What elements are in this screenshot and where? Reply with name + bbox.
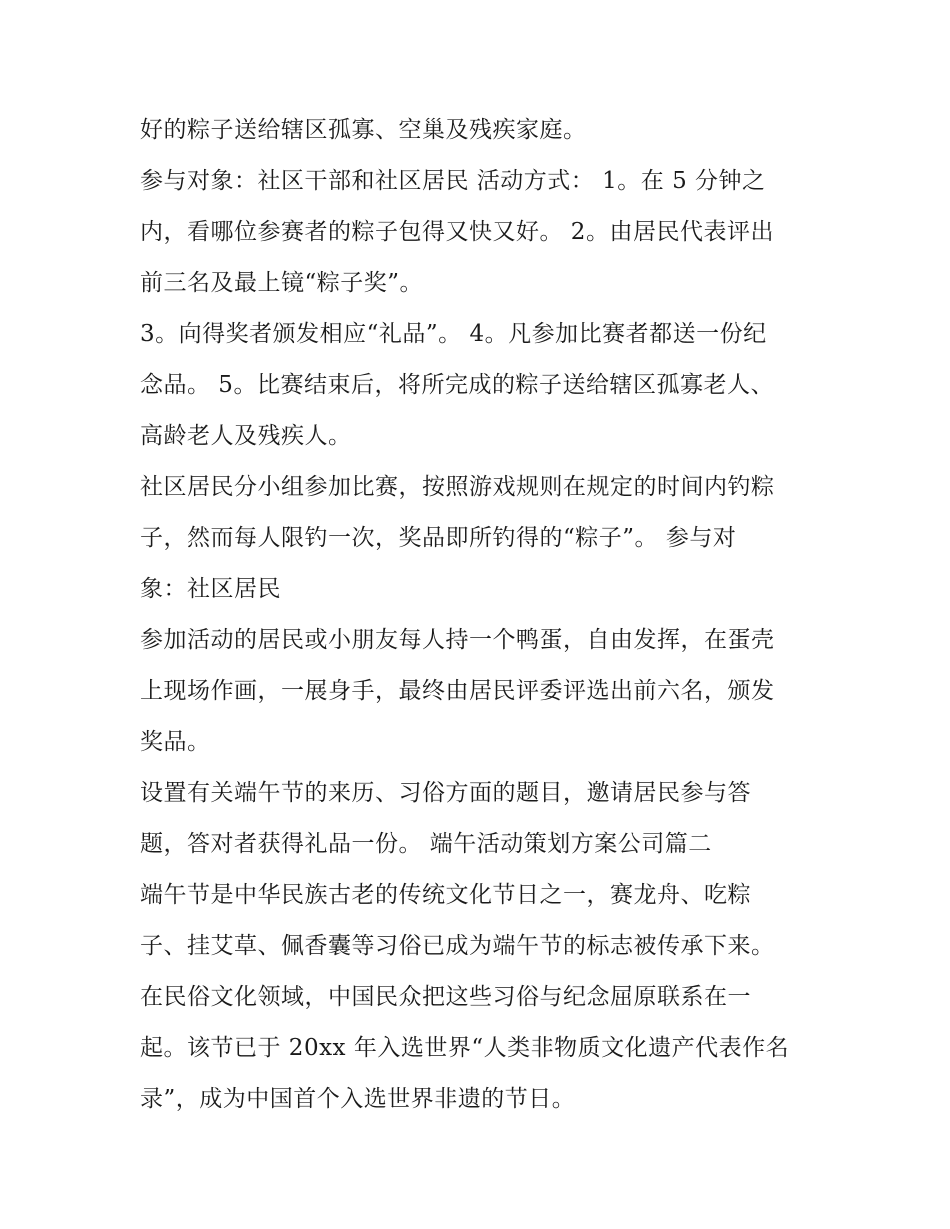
text-line: 子、挂艾草、佩香囊等习俗已成为端午节的标志被传承下来。 bbox=[140, 933, 775, 959]
text-line: 上现场作画，一展身手，最终由居民评委评选出前六名，颁发 bbox=[140, 678, 775, 704]
text-line: 在民俗文化领域，中国民众把这些习俗与纪念屈原联系在一 bbox=[140, 984, 751, 1010]
text-line: 参与对象：社区干部和社区居民 活动方式： 1。在 5 分钟之 bbox=[140, 168, 766, 194]
text-line: 端午节是中华民族古老的传统文化节日之一，赛龙舟、吃粽 bbox=[140, 882, 751, 908]
text-line: 设置有关端午节的来历、习俗方面的题目，邀请居民参与答 bbox=[140, 780, 751, 806]
text-line: 象：社区居民 bbox=[140, 576, 281, 602]
text-line: 奖品。 bbox=[140, 729, 211, 755]
text-line: 3。向得奖者颁发相应“礼品”。 4。凡参加比赛者都送一份纪 bbox=[140, 321, 767, 347]
text-line: 内，看哪位参赛者的粽子包得又快又好。 2。由居民代表评出 bbox=[140, 219, 774, 245]
text-line: 题，答对者获得礼品一份。 端午活动策划方案公司篇二 bbox=[140, 831, 712, 857]
text-line: 录”，成为中国首个入选世界非遗的节日。 bbox=[140, 1086, 576, 1112]
document-body bbox=[140, 105, 820, 1125]
text-line: 子，然而每人限钓一次，奖品即所钓得的“粽子”。 参与对 bbox=[140, 525, 737, 551]
text-line: 前三名及最上镜“粽子奖”。 bbox=[140, 270, 424, 296]
text-line: 高龄老人及残疾人。 bbox=[140, 423, 352, 449]
text-line: 好的粽子送给辖区孤寡、空巢及残疾家庭。 bbox=[140, 117, 587, 143]
text-line: 社区居民分小组参加比赛，按照游戏规则在规定的时间内钓粽 bbox=[140, 474, 775, 500]
text-line: 念品。 5。比赛结束后，将所完成的粽子送给辖区孤寡老人、 bbox=[140, 372, 774, 398]
text-line: 参加活动的居民或小朋友每人持一个鸭蛋，自由发挥，在蛋壳 bbox=[140, 627, 775, 653]
text-line: 起。该节已于 20xx 年入选世界“人类非物质文化遗产代表作名 bbox=[140, 1035, 790, 1061]
